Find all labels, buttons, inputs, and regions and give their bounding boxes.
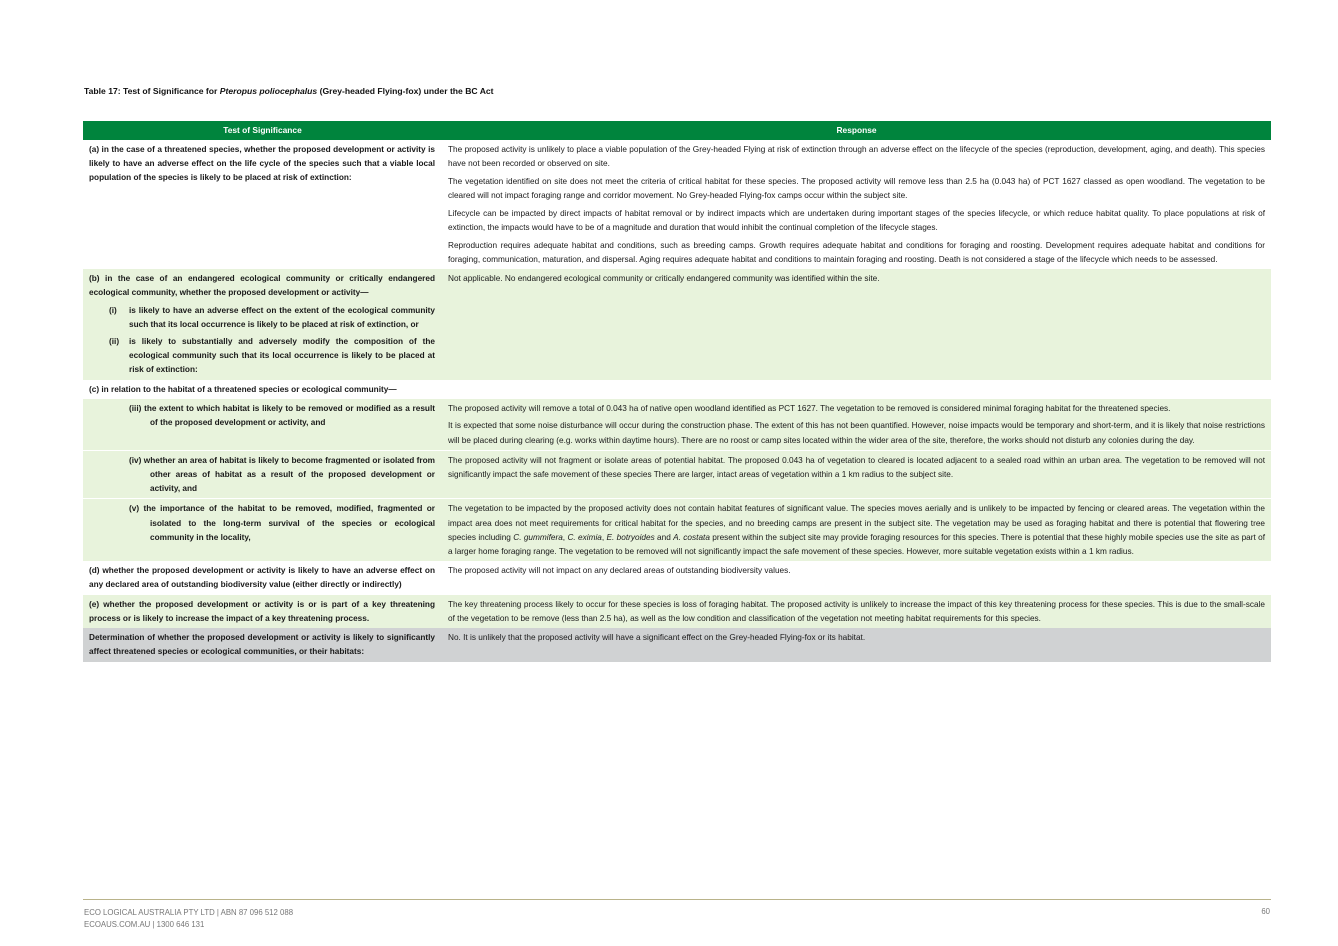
row-iv-question (83, 450, 442, 499)
row-iv-text: (iv) whether an area of habitat is likely to become fragmented or isolated from other areas of habitat as a result of the proposed development or activity, and (129, 455, 435, 494)
significance-table (83, 121, 1271, 662)
footer-divider (83, 899, 1271, 900)
footer (84, 907, 293, 930)
sub-ii-text: is likely to substantially and adversely modify the composition of the ecological community such that its local occurrence is likely to be placed at risk of extinction: (129, 336, 435, 375)
row-c-response (442, 380, 1271, 399)
row-b-response: Not applicable. No endangered ecological community or critically endangered community was identified within the site. (442, 269, 1271, 379)
table-header-row (83, 121, 1271, 140)
row-v-question (83, 499, 442, 561)
row-d-response: The proposed activity will not impact on any declared areas of outstanding biodiversity values. (442, 561, 1271, 594)
header-test: Test of Significance (83, 121, 442, 140)
species-c-gummifera: C. gummifera (513, 532, 563, 542)
row-v-text-2: present within the subject site may provide foraging resources for this species. There is potential that these highly mobile species use the site as part of a larger home foraging range. The vegetation to be removed will not significantly impact the safe movement of these species. However, more suitable vegetation exists within a 1 km radius. (448, 532, 1266, 557)
row-a-question: (a) in the case of a threatened species, whether the proposed development or activity is likely to have an adverse effect on the life cycle of the species such that a viable local population of the species is likely to be placed at risk of extinction: (83, 140, 442, 269)
row-iii-text: (iii) the extent to which habitat is likely to be removed or modified as a result of the proposed development or activity, and (129, 403, 435, 427)
row-a-response (442, 140, 1271, 269)
row-c (83, 380, 1271, 399)
caption-species: Pteropus poliocephalus (219, 86, 318, 96)
row-v-response (442, 499, 1271, 561)
footer-company: ECO LOGICAL AUSTRALIA PTY LTD | ABN 87 096 512 088 (84, 908, 294, 917)
caption-suffix: (Grey-headed Flying-fox) under the BC Act (317, 86, 494, 96)
table-caption (84, 86, 494, 96)
row-iv-response: The proposed activity will not fragment or isolate areas of potential habitat. The proposed 0.043 ha of vegetation to cleared is located adjacent to a sealed road within an urban area. The vegetation to be removed will not significantly impact the safe movement of these species There are larger, intact areas of vegetation within a 1 km radius to the subject site. (442, 450, 1271, 499)
row-iv (83, 450, 1271, 499)
footer-contact: ECOAUS.COM.AU | 1300 646 131 (84, 919, 205, 929)
row-e-question: (e) whether the proposed development or activity is or is part of a key threatening process or is likely to increase the impact of a key threatening process. (83, 595, 442, 628)
sub-ii-number: (ii) (109, 336, 120, 346)
row-e-response: The key threatening process likely to occur for these species is loss of foraging habitat. The proposed activity is unlikely to increase the impact of this key threatening process for these species. This is due to the small-scale of the vegetation to be remove (less than 2.5 ha), as well as the low condition and classification of the vegetation not meeting habitat requirements for this species. (442, 595, 1271, 628)
row-e (83, 595, 1271, 628)
caption-prefix: Table 17: Test of Significance for (84, 86, 220, 96)
row-b-sub-ii (109, 335, 435, 378)
row-c-question: (c) in relation to the habitat of a threatened species or ecological community— (83, 380, 442, 399)
row-b-sub-i (109, 304, 435, 332)
row-v-sep-2: , (601, 532, 607, 542)
row-a-para-1: The proposed activity is unlikely to place a viable population of the Grey-headed Flying at risk of extinction through an adverse effect on the lifecycle of the species (reproduction, development, aging, and death). This species have not been recorded or observed on site. (448, 145, 1265, 169)
sub-i-text: is likely to have an adverse effect on the extent of the ecological community such that its local occurrence is likely to be placed at risk of extinction, or (129, 305, 435, 329)
row-determination-response: No. It is unlikely that the proposed activity will have a significant effect on the Grey-headed Flying-fox or its habitat. (442, 628, 1271, 661)
page-number: 60 (1261, 907, 1270, 916)
row-iii-para-1: The proposed activity will remove a total of 0.043 ha of native open woodland identified as PCT 1627. The vegetation to be removed is considered minimal foraging habitat for the threatened species. (448, 403, 1171, 413)
row-v-text: (v) the importance of the habitat to be removed, modified, fragmented or isolated to the long-term survival of the species or ecological community in the locality, (129, 504, 435, 542)
row-a-para-2: The vegetation identified on site does not meet the criteria of critical habitat for these species. The proposed activity will remove less than 2.5 ha (0.043 ha) of PCT 1627 classed as open woodland. The vegetation to be cleared will not impact foraging range and corridor movement. No Grey-headed Flying-fox camps occur within the subject site. (448, 176, 1265, 201)
row-iii-question (83, 399, 442, 451)
species-e-botryoides: E. botryoides (606, 532, 655, 542)
row-determination-question: Determination of whether the proposed development or activity is likely to significantly affect threatened species or ecological communities, or their habitats: (83, 628, 442, 661)
row-iii (83, 399, 1271, 451)
row-d-question: (d) whether the proposed development or activity is likely to have an adverse effect on any declared area of outstanding biodiversity value (either directly or indirectly) (83, 561, 442, 594)
header-response: Response (442, 121, 1271, 140)
row-determination (83, 628, 1271, 661)
row-b-question (83, 269, 442, 379)
row-b-intro: (b) in the case of an endangered ecological community or critically endangered ecological community, whether the proposed development or activity— (89, 274, 435, 298)
row-iii-response (442, 399, 1271, 451)
row-d (83, 561, 1271, 594)
sub-i-number: (i) (109, 305, 117, 315)
row-iii-para-2: It is expected that some noise disturbance will occur during the construction phase. The extent of this has not been quantified. However, noise impacts would be temporary and short-term, and it is likely that noise restrictions will be placed during clearing (e.g. works within daytime hours). There are no roost or camp sites located within the wider area of the site, therefore, the works should not disturb any colonies during the day. (448, 421, 1265, 445)
row-a-para-3: Lifecycle can be impacted by direct impacts of habitat removal or by indirect impacts which are undertaken during important stages of the species lifecycle, or which reduce habitat quality. To place populations at risk of extinction, the impacts would have to be of a magnitude and duration that would inhibit the continual completion of the lifecycle stages. (448, 208, 1265, 233)
row-a-para-4: Reproduction requires adequate habitat and conditions, such as breeding camps. Growth requires adequate habitat and conditions for foraging and roosting. Development requires adequate habitat and conditions for foraging, communication, maturation, and dispersal. Aging requires adequate habitat and conditions to maintain foraging and roosting. Death is not considered a stage of the lifecycle which needs to be assessed. (448, 240, 1265, 264)
row-v (83, 499, 1271, 561)
species-c-eximia: C. eximia (567, 532, 602, 542)
species-a-costata: A. costata (673, 532, 710, 542)
row-b (83, 269, 1271, 379)
row-v-sep-3: and (654, 532, 674, 542)
row-v-sep-1: , (562, 532, 568, 542)
row-a (83, 140, 1271, 269)
row-v-text-1: The vegetation to be impacted by the proposed activity does not contain habitat features of significant value. The species moves aerially and is unlikely to be impacted by fencing or cleared areas. The vegetation within the impact area does not meet requirements for critical habitat for the species, and no breeding camps are present in the subject site. The vegetation may be used as foraging habitat and there is potential that flowering tree species including (448, 504, 1265, 542)
